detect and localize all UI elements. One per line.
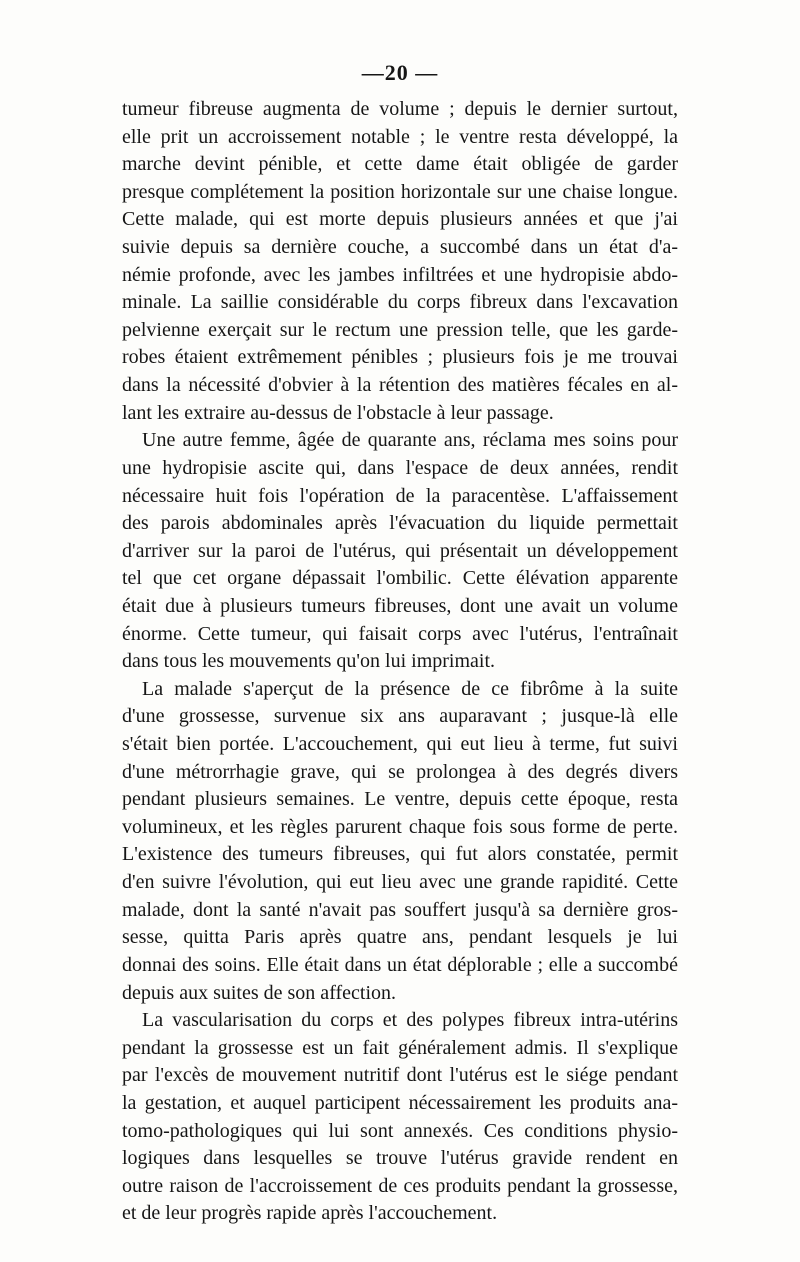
paragraph [122,1007,678,1228]
text-line: L'existence des tumeurs fibreuses, qui fut alors constatée, permit [122,843,678,866]
text-line: dans la nécessité d'obvier à la rétention des matières fécales en al- [122,374,678,397]
text-line: némie profonde, avec les jambes infiltrées et une hydropisie abdo- [122,263,678,286]
text-line: La vascularisation du corps et des polypes fibreux intra-utérins [142,1009,678,1032]
paragraph [122,676,678,1007]
body-text [122,96,678,1228]
text-line: tel que cet organe dépassait l'ombilic. Cette élévation apparente [122,567,678,590]
text-line: lant les extraire au-dessus de l'obstacle à leur passage. [122,401,554,424]
text-line: Cette malade, qui est morte depuis plusieurs années et que j'ai [122,208,678,231]
text-line: une hydropisie ascite qui, dans l'espace de deux années, rendit [122,456,678,479]
text-line: s'était bien portée. L'accouchement, qui eut lieu à terme, fut suivi [122,733,678,756]
text-line: des parois abdominales après l'évacuation du liquide permettait [122,512,678,535]
paragraph [122,427,678,675]
page-number: —20 — [361,60,439,85]
text-line: tomo-pathologiques qui lui sont annexés. Ces conditions physio- [122,1119,678,1142]
text-line: robes étaient extrêmement pénibles ; plusieurs fois je me trouvai [122,346,678,369]
text-line: la gestation, et auquel participent nécessairement les produits ana- [122,1091,678,1114]
text-line: donnai des soins. Elle était dans un état déplorable ; elle a succombé [122,953,678,976]
text-line: outre raison de l'accroissement de ces produits pendant la grossesse, [122,1174,678,1197]
text-line: d'une métrorrhagie grave, qui se prolongea à des degrés divers [122,760,678,783]
text-line: Une autre femme, âgée de quarante ans, réclama mes soins pour [142,429,678,452]
text-line: était due à plusieurs tumeurs fibreuses, dont une avait un volume [122,594,678,617]
text-line: minale. La saillie considérable du corps fibreux dans l'excavation [122,291,678,314]
text-line: sesse, quitta Paris après quatre ans, pendant lesquels je lui [122,926,678,949]
text-line: nécessaire huit fois l'opération de la paracentèse. L'affaissement [122,484,678,507]
text-line: elle prit un accroissement notable ; le ventre resta développé, la [122,125,678,148]
text-line: presque complétement la position horizontale sur une chaise longue. [122,180,678,203]
text-line: malade, dont la santé n'avait pas souffert jusqu'à sa dernière gros- [122,898,678,921]
text-line: pendant plusieurs semaines. Le ventre, depuis cette époque, resta [122,788,678,811]
text-line: pendant la grossesse est un fait généralement admis. Il s'explique [122,1036,678,1059]
text-line: tumeur fibreuse augmenta de volume ; depuis le dernier surtout, [122,98,678,120]
text-line: par l'excès de mouvement nutritif dont l'utérus est le siége pendant [122,1064,678,1087]
text-line: logiques dans lesquelles se trouve l'utérus gravide rendent en [122,1147,678,1170]
text-line: d'une grossesse, survenue six ans auparavant ; jusque-là elle [122,705,678,728]
text-line: énorme. Cette tumeur, qui faisait corps avec l'utérus, l'entraînait [122,622,678,645]
text-line: d'en suivre l'évolution, qui eut lieu avec une grande rapidité. Cette [122,871,678,894]
text-line: La malade s'aperçut de la présence de ce fibrôme à la suite [142,677,678,700]
text-line: suivie depuis sa dernière couche, a succombé dans un état d'a- [122,236,678,259]
text-line: depuis aux suites de son affection. [122,981,397,1004]
text-line: marche devint pénible, et cette dame était obligée de garder [122,153,678,176]
text-line: dans tous les mouvements qu'on lui imprimait. [122,650,496,673]
text-line: pelvienne exerçait sur le rectum une pression telle, que les garde- [122,318,678,341]
text-line: et de leur progrès rapide après l'accouchement. [122,1202,498,1225]
text-line: volumineux, et les règles parurent chaque fois sous forme de perte. [122,815,678,838]
text-line: d'arriver sur la paroi de l'utérus, qui présentait un développement [122,539,678,562]
paragraph [122,96,678,427]
